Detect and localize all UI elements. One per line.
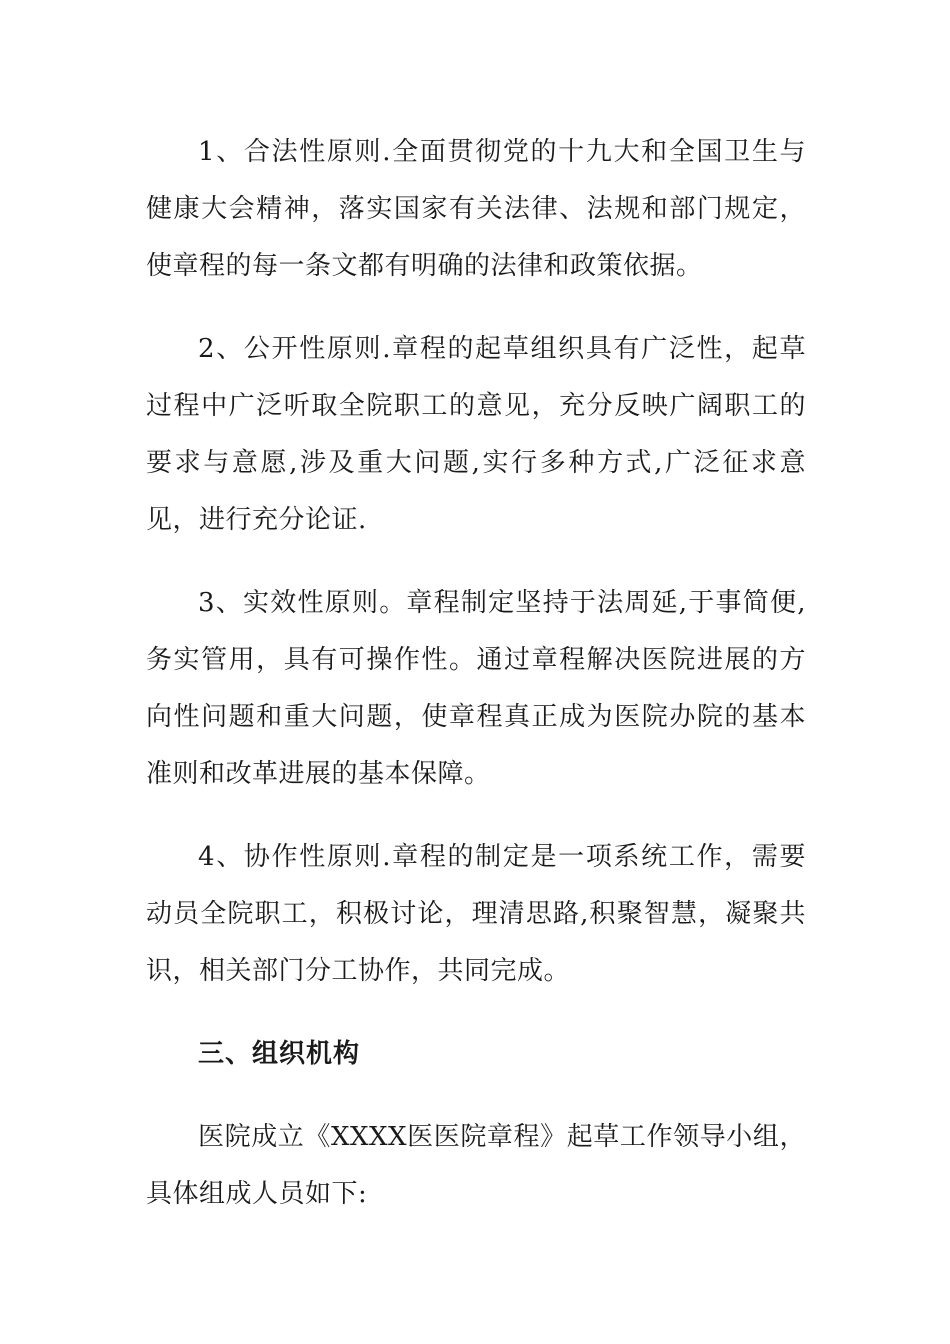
paragraph-organization: 医院成立《XXXX医医院章程》起草工作领导小组，具体组成人员如下: — [146, 1122, 806, 1209]
paragraph-legality-principle: 1、合法性原则.全面贯彻党的十九大和全国卫生与健康大会精神，落实国家有关法律、法规和部门规定，使章程的每一条文都有明确的法律和政策依据。 — [146, 137, 806, 281]
paragraph-collaboration-principle: 4、协作性原则.章程的制定是一项系统工作，需要动员全院职工，积极讨论，理清思路,积聚智慧，凝聚共识，相关部门分工协作，共同完成。 — [146, 842, 806, 986]
document-page — [146, 124, 806, 1249]
section-heading: 三、组织机构 — [198, 1039, 361, 1069]
paragraph-openness-principle: 2、公开性原则.章程的起草组织具有广泛性，起草过程中广泛听取全院职工的意见，充分反映广阔职工的要求与意愿,涉及重大问题,实行多种方式,广泛征求意见，进行充分论证. — [146, 334, 806, 535]
paragraph-effectiveness-principle: 3、实效性原则。章程制定坚持于法周延,于事简便,务实管用，具有可操作性。通过章程解决医院进展的方向性问题和重大问题，使章程真正成为医院办院的基本准则和改革进展的基本保障。 — [146, 588, 806, 789]
